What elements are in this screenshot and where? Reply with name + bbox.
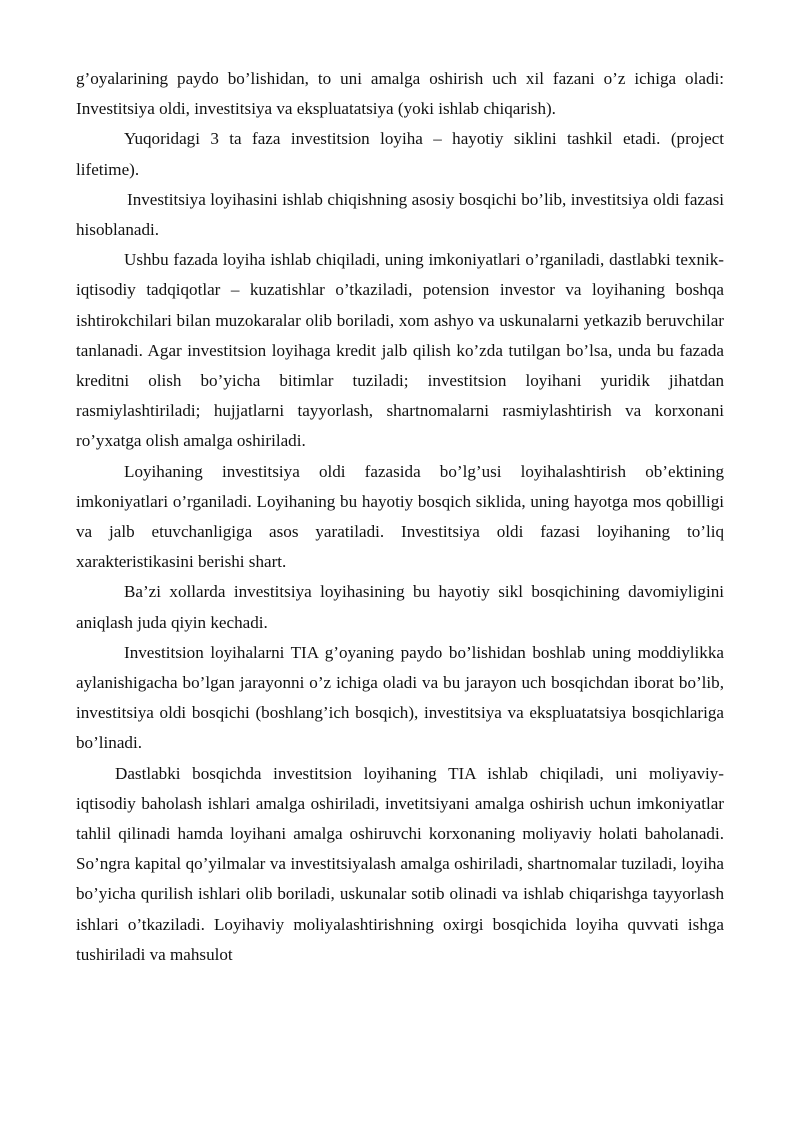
paragraph-pre-investment: Loyihaning investitsiya oldi fazasida bo’lg’usi loyihalashtirish ob’ektining imkoniyatlari o’rganiladi. Loyihaning bu hayotiy bosqich siklida, uning hayotga mos qobilligi va jalb etuvchanligiga asos yaratiladi. Investitsiya oldi fazasi loyihaning to’liq xarakteristikasini berishi shart. — [76, 461, 724, 572]
paragraph-continuation: g’oyalarining paydo bo’lishidan, to uni amalga oshirish uch xil fazani o’z ichiga oladi: Investitsiya oldi, investitsiya va ekspluatatsiya (yoki ishlab chiqarish). — [76, 69, 724, 119]
document-page — [76, 64, 724, 970]
paragraph-phases: Yuqoridagi 3 ta faza investitsion loyiha – hayotiy siklini tashkil etadi. (project lifetime). — [76, 129, 724, 179]
paragraph-initial-stage: Dastlabki bosqichda investitsion loyihaning TIA ishlab chiqiladi, uni moliyaviy-iqtisodiy baholash ishlari amalga oshiriladi, invetitsiyani amalga oshirish uchun imkoniyatlar tahlil qilinadi hamda loyihani amalga oshiruvchi korxonaning moliyaviy holati baholanadi. So’ngra kapital qo’yilmalar va investitsiyalash amalga oshiriladi, shartnomalar tuziladi, loyiha bo’yicha qurilish ishlari olib boriladi, uskunalar sotib olinadi va ishlab chiqarishga tayyorlash ishlari o’tkaziladi. Loyihaviy moliyalashtirishning oxirgi bosqichida loyiha quvvati ishga tushiriladi va mahsulot — [76, 763, 724, 964]
paragraph-phase-activities: Ushbu fazada loyiha ishlab chiqiladi, uning imkoniyatlari o’rganiladi, dastlabki texnik-iqtisodiy tadqiqotlar – kuzatishlar o’tkaziladi, potension investor va loyihaning boshqa ishtirokchilari bilan muzokaralar olib boriladi, xom ashyo va uskunalarni yetkazib beruvchilar tanlanadi. Agar investitsion loyihaga kredit jalb qilish ko’zda tutilgan bo’lsa, unda bu fazada kreditni olish bo’yicha bitimlar tuziladi; investitsion loyihani yuridik jihatdan rasmiylashtiriladi; hujjatlarni tayyorlash, shartnomalarni rasmiylashtirish va korxonani ro’yxatga olish amalga oshiriladi. — [76, 250, 724, 451]
paragraph-duration: Ba’zi xollarda investitsiya loyihasining bu hayotiy sikl bosqichining davomiyligini aniqlash juda qiyin kechadi. — [76, 582, 724, 632]
paragraph-main-stage: Investitsiya loyihasini ishlab chiqishning asosiy bosqichi bo’lib, investitsiya oldi fazasi hisoblanadi. — [76, 189, 724, 240]
paragraph-tia-stages: Investitsion loyihalarni TIA g’oyaning paydo bo’lishidan boshlab uning moddiylikka aylanishigacha bo’lgan jarayonni o’z ichiga oladi va bu jarayon uch bosqichdan iborat bo’lib, investitsiya oldi bosqichi (boshlang’ich bosqich), investitsiya va ekspluatatsiya bosqichlariga bo’linadi. — [76, 642, 724, 753]
